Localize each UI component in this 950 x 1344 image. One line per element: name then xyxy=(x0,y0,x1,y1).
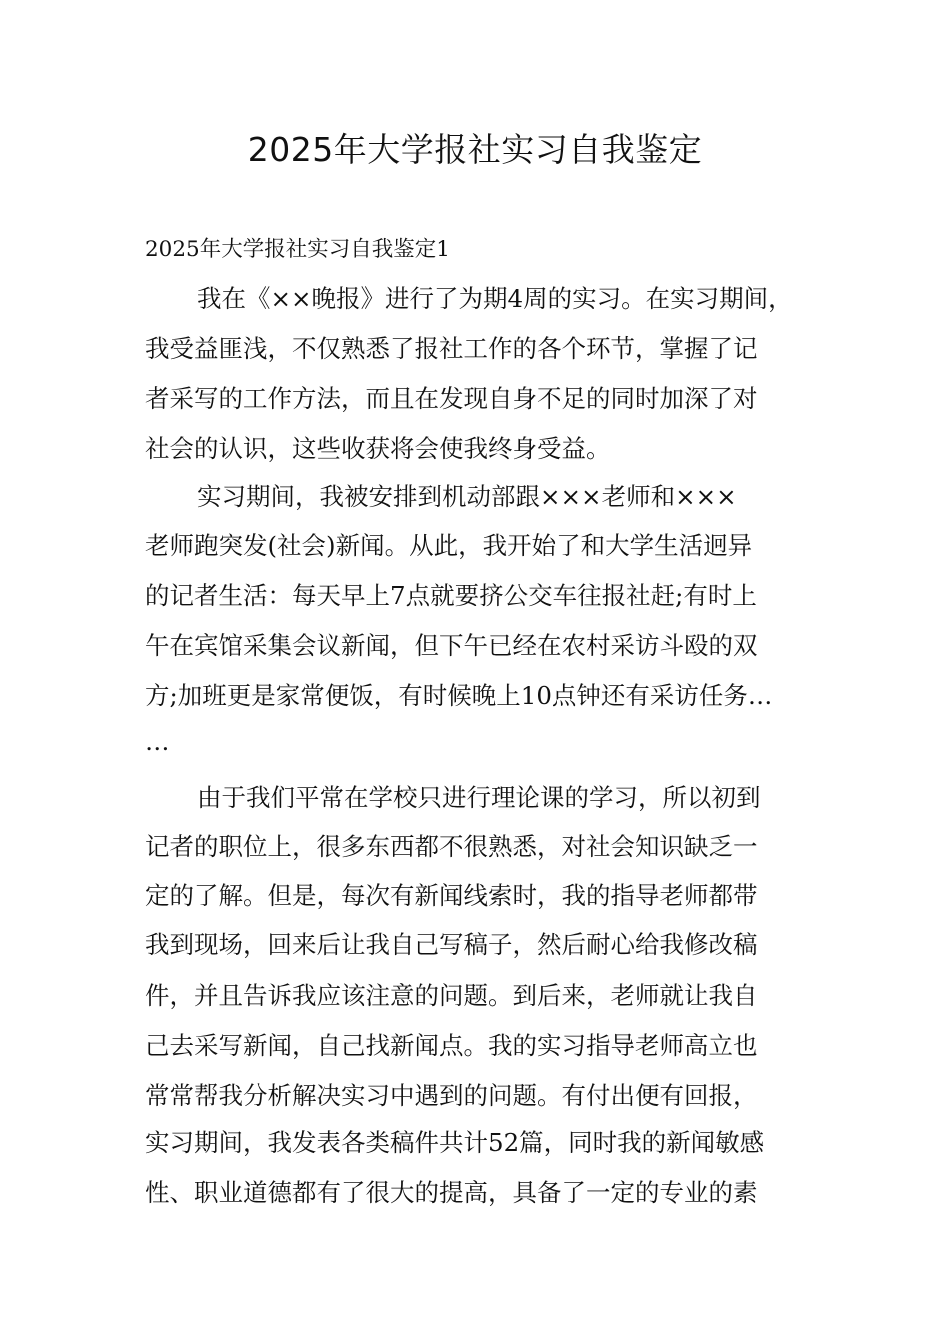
text-line: 定的了解。但是，每次有新闻线索时，我的指导老师都带 xyxy=(145,881,758,910)
text-line: 我在《××晚报》进行了为期4周的实习。在实习期间， xyxy=(197,284,793,313)
text-line: 我受益匪浅，不仅熟悉了报社工作的各个环节，掌握了记 xyxy=(145,334,758,363)
text-line: 社会的认识，这些收获将会使我终身受益。 xyxy=(145,434,611,463)
text-line: 性、职业道德都有了很大的提高，具备了一定的专业的素 xyxy=(145,1178,758,1207)
text-line: 老师跑突发(社会)新闻。从此，我开始了和大学生活迥异 xyxy=(145,531,753,560)
text-line: 者采写的工作方法，而且在发现自身不足的同时加深了对 xyxy=(145,384,758,413)
text-line: 实习期间，我被安排到机动部跟×××老师和××× xyxy=(197,482,737,511)
text-line: 方;加班更是家常便饭，有时候晚上10点钟还有采访任务… xyxy=(145,681,773,710)
text-line: 午在宾馆采集会议新闻，但下午已经在农村采访斗殴的双 xyxy=(145,631,758,660)
text-line: 的记者生活：每天早上7点就要挤公交车往报社赶;有时上 xyxy=(145,581,757,610)
text-line: 记者的职位上，很多东西都不很熟悉，对社会知识缺乏一 xyxy=(145,832,758,861)
text-line: 常常帮我分析解决实习中遇到的问题。有付出便有回报， xyxy=(145,1081,758,1110)
text-line: 由于我们平常在学校只进行理论课的学习，所以初到 xyxy=(197,783,761,812)
text-line: 我到现场，回来后让我自己写稿子，然后耐心给我修改稿 xyxy=(145,930,758,959)
section-heading: 2025年大学报社实习自我鉴定1 xyxy=(145,237,450,262)
text-line: 实习期间，我发表各类稿件共计52篇，同时我的新闻敏感 xyxy=(145,1128,765,1157)
text-line: … xyxy=(145,727,170,756)
document-title: 2025年大学报社实习自我鉴定 xyxy=(247,130,703,169)
text-line: 己去采写新闻，自己找新闻点。我的实习指导老师高立也 xyxy=(145,1031,758,1060)
text-line: 件，并且告诉我应该注意的问题。到后来，老师就让我自 xyxy=(145,981,758,1010)
